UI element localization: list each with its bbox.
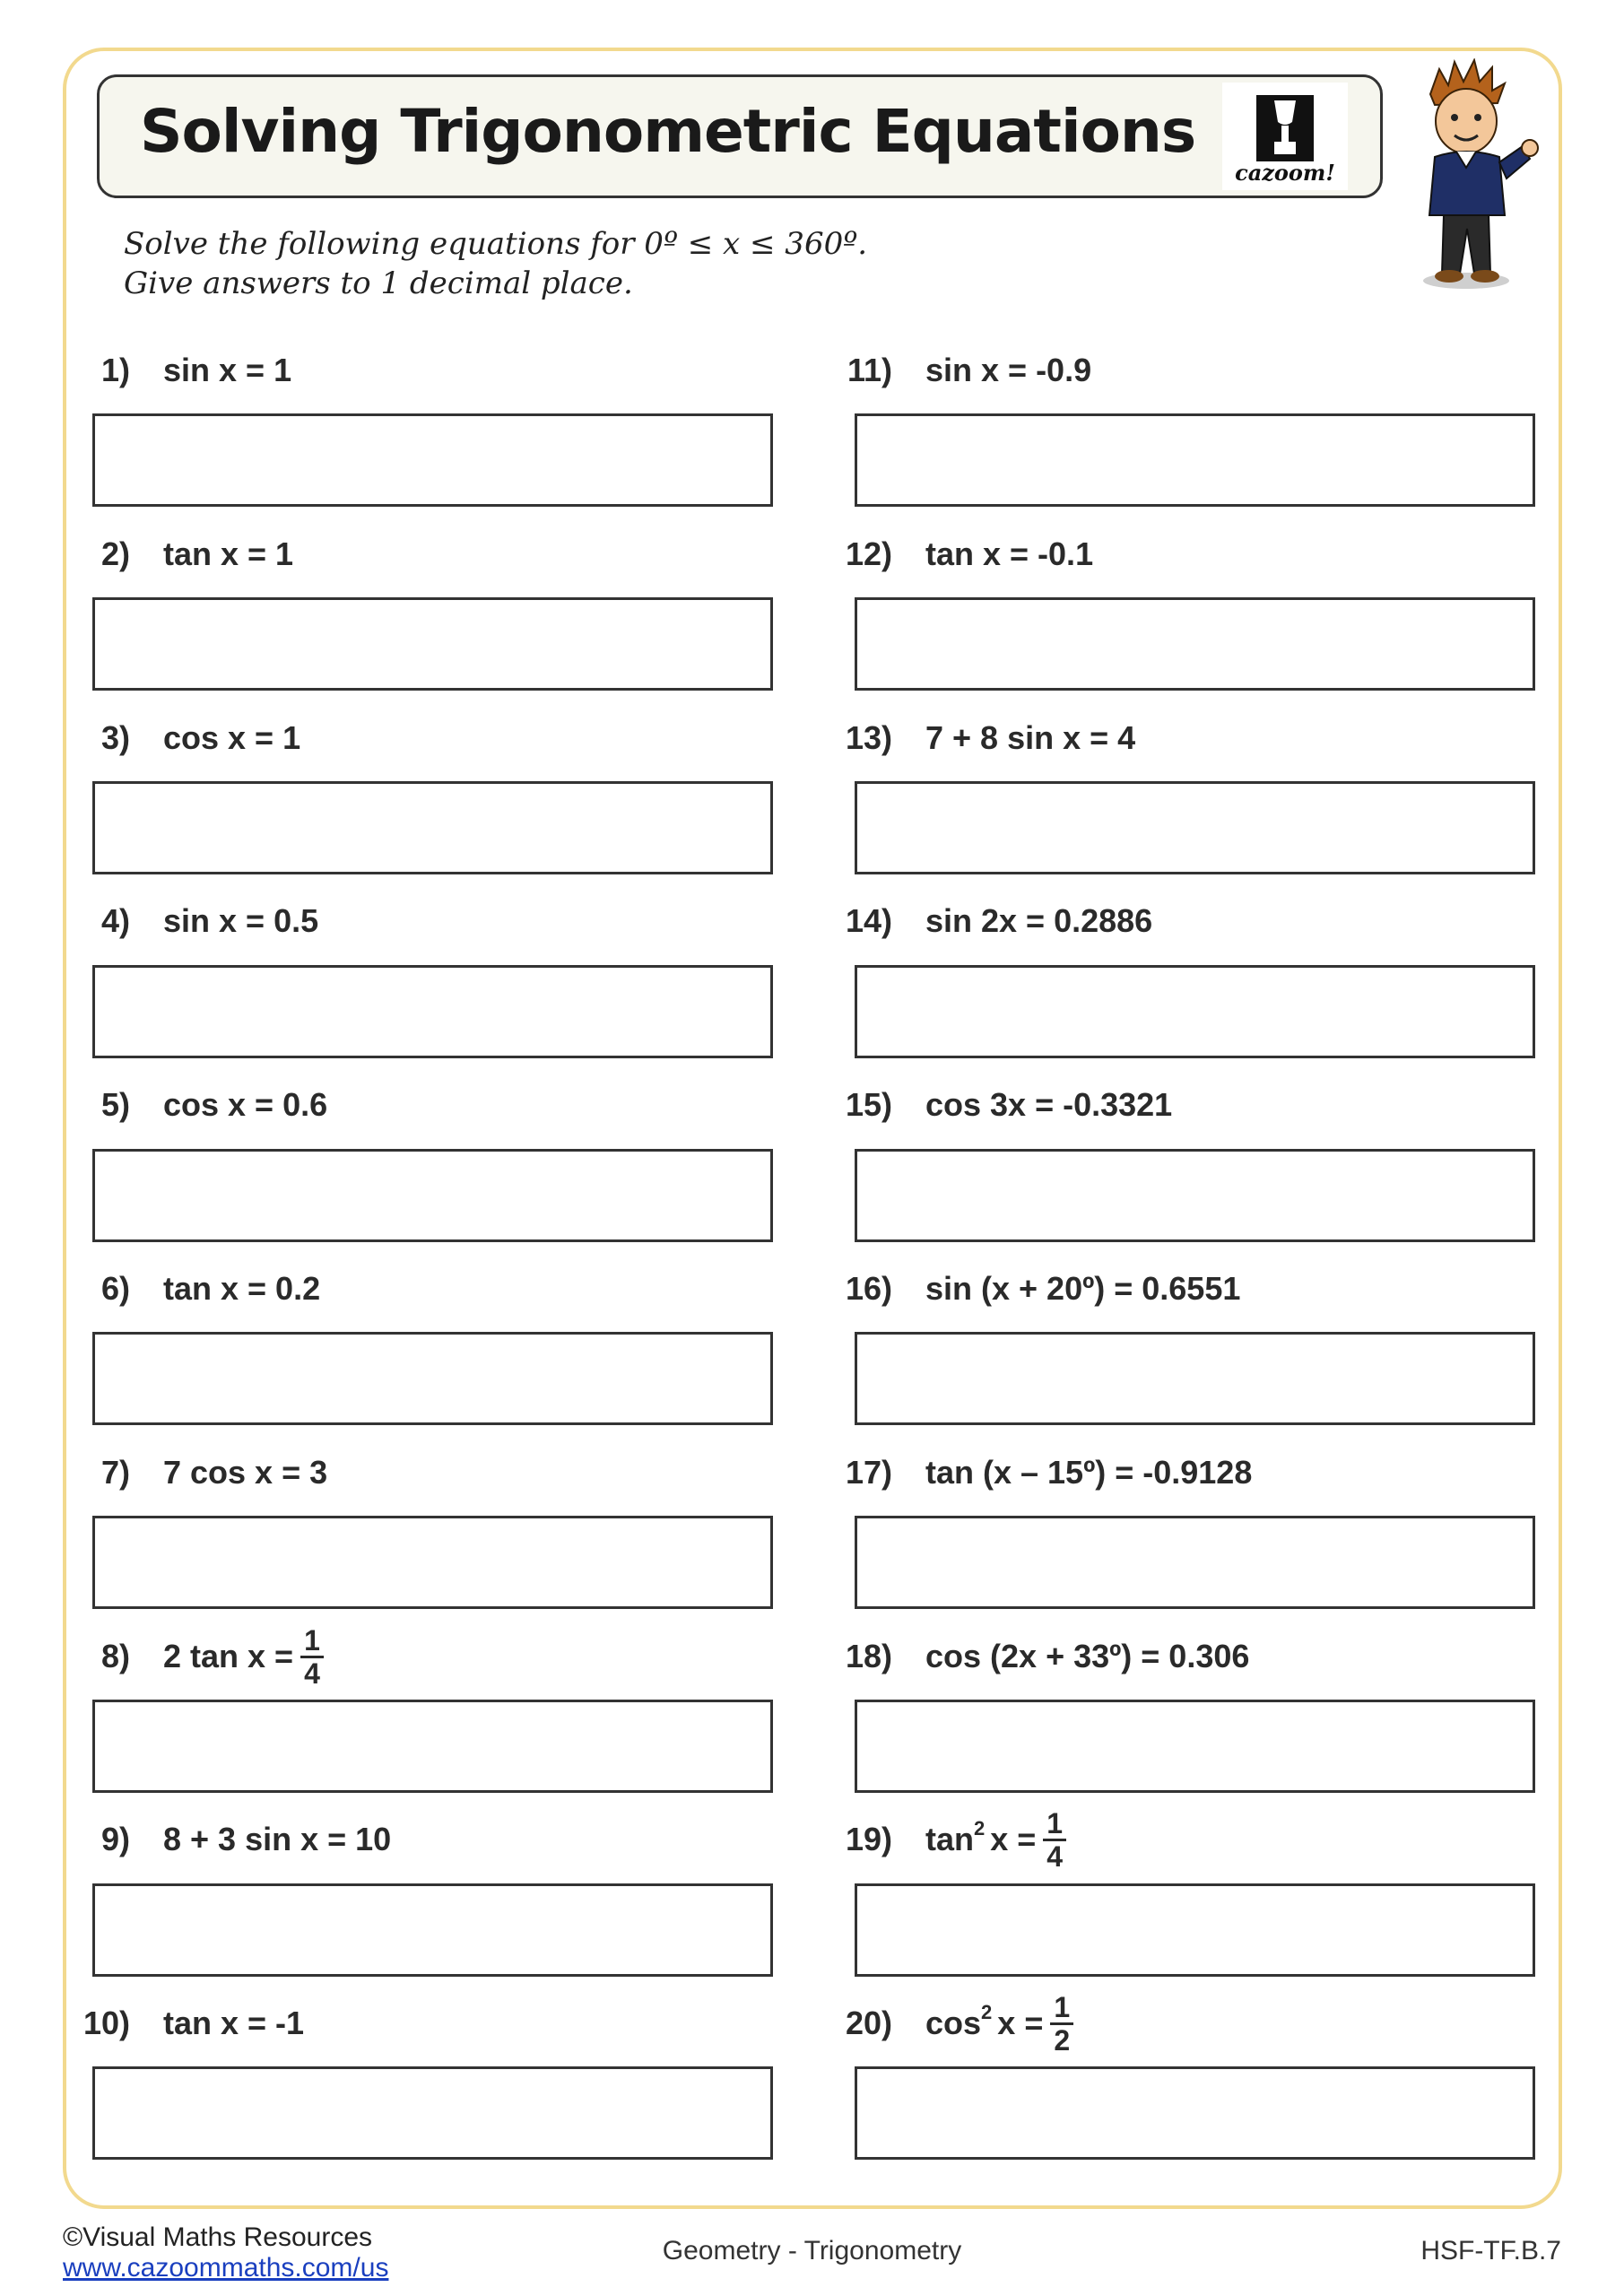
question-16 (816, 1257, 1240, 1320)
question-12 (816, 523, 1093, 586)
expression-text: x = (997, 2005, 1044, 2041)
answer-box-5[interactable] (92, 1149, 773, 1242)
question-1 (54, 339, 291, 402)
question-number: 10) (83, 2005, 130, 2041)
question-number: 15) (845, 1086, 892, 1123)
question-expression: cos x = 1 (163, 719, 301, 756)
fraction (1050, 1992, 1073, 2056)
website-link[interactable]: www.cazoommaths.com/us (63, 2253, 389, 2283)
answer-box-12[interactable] (855, 597, 1535, 691)
question-number: 16) (845, 1270, 892, 1307)
answer-box-2[interactable] (92, 597, 773, 691)
copyright-text: ©Visual Maths Resources (63, 2222, 373, 2252)
question-expression: cos x = 0.6 (163, 1086, 328, 1123)
fraction (300, 1625, 324, 1689)
question-number: 14) (845, 902, 892, 939)
standard-code: HSF-TF.B.7 (1420, 2236, 1561, 2266)
question-8 (54, 1625, 324, 1688)
question-expression (163, 1625, 324, 1689)
exponent: 2 (981, 2001, 993, 2023)
question-number: 11) (847, 352, 892, 388)
title-banner (97, 74, 1383, 198)
logo-text: cazoom! (1235, 160, 1335, 186)
question-19 (816, 1808, 1066, 1871)
question-expression (925, 1808, 1066, 1872)
fraction-numerator: 1 (1043, 1808, 1066, 1841)
answer-box-19[interactable] (855, 1883, 1535, 1977)
answer-box-15[interactable] (855, 1149, 1535, 1242)
answer-box-9[interactable] (92, 1883, 773, 1977)
question-expression: tan x = -1 (163, 2005, 305, 2041)
answer-box-18[interactable] (855, 1700, 1535, 1793)
question-number: 19) (845, 1821, 892, 1857)
answer-box-20[interactable] (855, 2066, 1535, 2160)
question-4 (54, 890, 318, 952)
instruction-line-1: Solve the following equations for 0º ≤ x ≤ 360º. (124, 226, 867, 262)
topic-label: Geometry - Trigonometry (662, 2236, 962, 2266)
question-number: 6) (100, 1270, 130, 1307)
mascot-boy-illustration (1399, 58, 1542, 291)
expression-text: x = (990, 1821, 1037, 1857)
page-title: Solving Trigonometric Equations (140, 97, 1196, 166)
function-name: cos (925, 2005, 982, 2041)
answer-box-17[interactable] (855, 1516, 1535, 1609)
question-number: 7) (100, 1454, 130, 1491)
fraction-denominator: 4 (304, 1657, 320, 1690)
fraction (1043, 1808, 1066, 1872)
answer-box-14[interactable] (855, 965, 1535, 1058)
answer-box-16[interactable] (855, 1332, 1535, 1425)
question-expression: tan x = 1 (163, 535, 294, 572)
answer-box-11[interactable] (855, 413, 1535, 507)
question-expression: sin x = 0.5 (163, 902, 319, 939)
answer-box-1[interactable] (92, 413, 773, 507)
answer-box-10[interactable] (92, 2066, 773, 2160)
question-number: 12) (845, 535, 892, 572)
fraction-denominator: 4 (1046, 1839, 1064, 1873)
question-number: 3) (100, 719, 130, 756)
question-number: 2) (100, 535, 130, 572)
question-14 (816, 890, 1152, 952)
question-expression: tan x = -0.1 (925, 535, 1094, 572)
question-expression: sin x = 1 (163, 352, 292, 388)
question-expression: sin 2x = 0.2886 (925, 902, 1153, 939)
question-number: 5) (100, 1086, 130, 1123)
answer-box-8[interactable] (92, 1700, 773, 1793)
question-expression: tan (x – 15º) = -0.9128 (925, 1454, 1253, 1491)
question-6 (54, 1257, 320, 1320)
question-expression (925, 1992, 1073, 2056)
question-20 (816, 1992, 1073, 2055)
question-11 (816, 339, 1091, 402)
exponent: 2 (974, 1817, 986, 1839)
question-13 (816, 707, 1135, 770)
question-expression: tan x = 0.2 (163, 1270, 321, 1307)
fraction-denominator: 2 (1054, 2023, 1071, 2057)
fraction-numerator: 1 (300, 1625, 324, 1658)
question-number: 8) (100, 1638, 130, 1674)
answer-box-7[interactable] (92, 1516, 773, 1609)
fraction-numerator: 1 (1050, 1992, 1073, 2025)
question-expression: 7 + 8 sin x = 4 (925, 719, 1136, 756)
expression-text: 2 tan x = (163, 1638, 294, 1674)
answer-box-4[interactable] (92, 965, 773, 1058)
answer-box-13[interactable] (855, 781, 1535, 874)
question-10 (54, 1992, 304, 2055)
question-5 (54, 1074, 327, 1136)
question-2 (54, 523, 293, 586)
question-number: 9) (100, 1821, 130, 1857)
question-expression: sin (x + 20º) = 0.6551 (925, 1270, 1241, 1307)
question-15 (816, 1074, 1172, 1136)
question-expression: cos (2x + 33º) = 0.306 (925, 1638, 1250, 1674)
question-expression: sin x = -0.9 (925, 352, 1092, 388)
question-7 (54, 1441, 327, 1504)
question-expression: cos 3x = -0.3321 (925, 1086, 1173, 1123)
question-number: 18) (845, 1638, 892, 1674)
question-number: 17) (845, 1454, 892, 1491)
answer-box-6[interactable] (92, 1332, 773, 1425)
question-expression: 7 cos x = 3 (163, 1454, 328, 1491)
question-number: 13) (845, 719, 892, 756)
function-name: tan (925, 1821, 974, 1857)
question-number: 20) (845, 2005, 892, 2041)
question-number: 1) (100, 352, 130, 388)
instructions (124, 224, 867, 303)
question-17 (816, 1441, 1252, 1504)
question-18 (816, 1625, 1249, 1688)
instruction-line-2: Give answers to 1 decimal place. (124, 265, 633, 301)
cazoom-logo (1222, 83, 1348, 190)
question-3 (54, 707, 300, 770)
answer-box-3[interactable] (92, 781, 773, 874)
question-9 (54, 1808, 391, 1871)
logo-mark-icon (1256, 95, 1314, 161)
question-expression: 8 + 3 sin x = 10 (163, 1821, 392, 1857)
question-number: 4) (100, 902, 130, 939)
